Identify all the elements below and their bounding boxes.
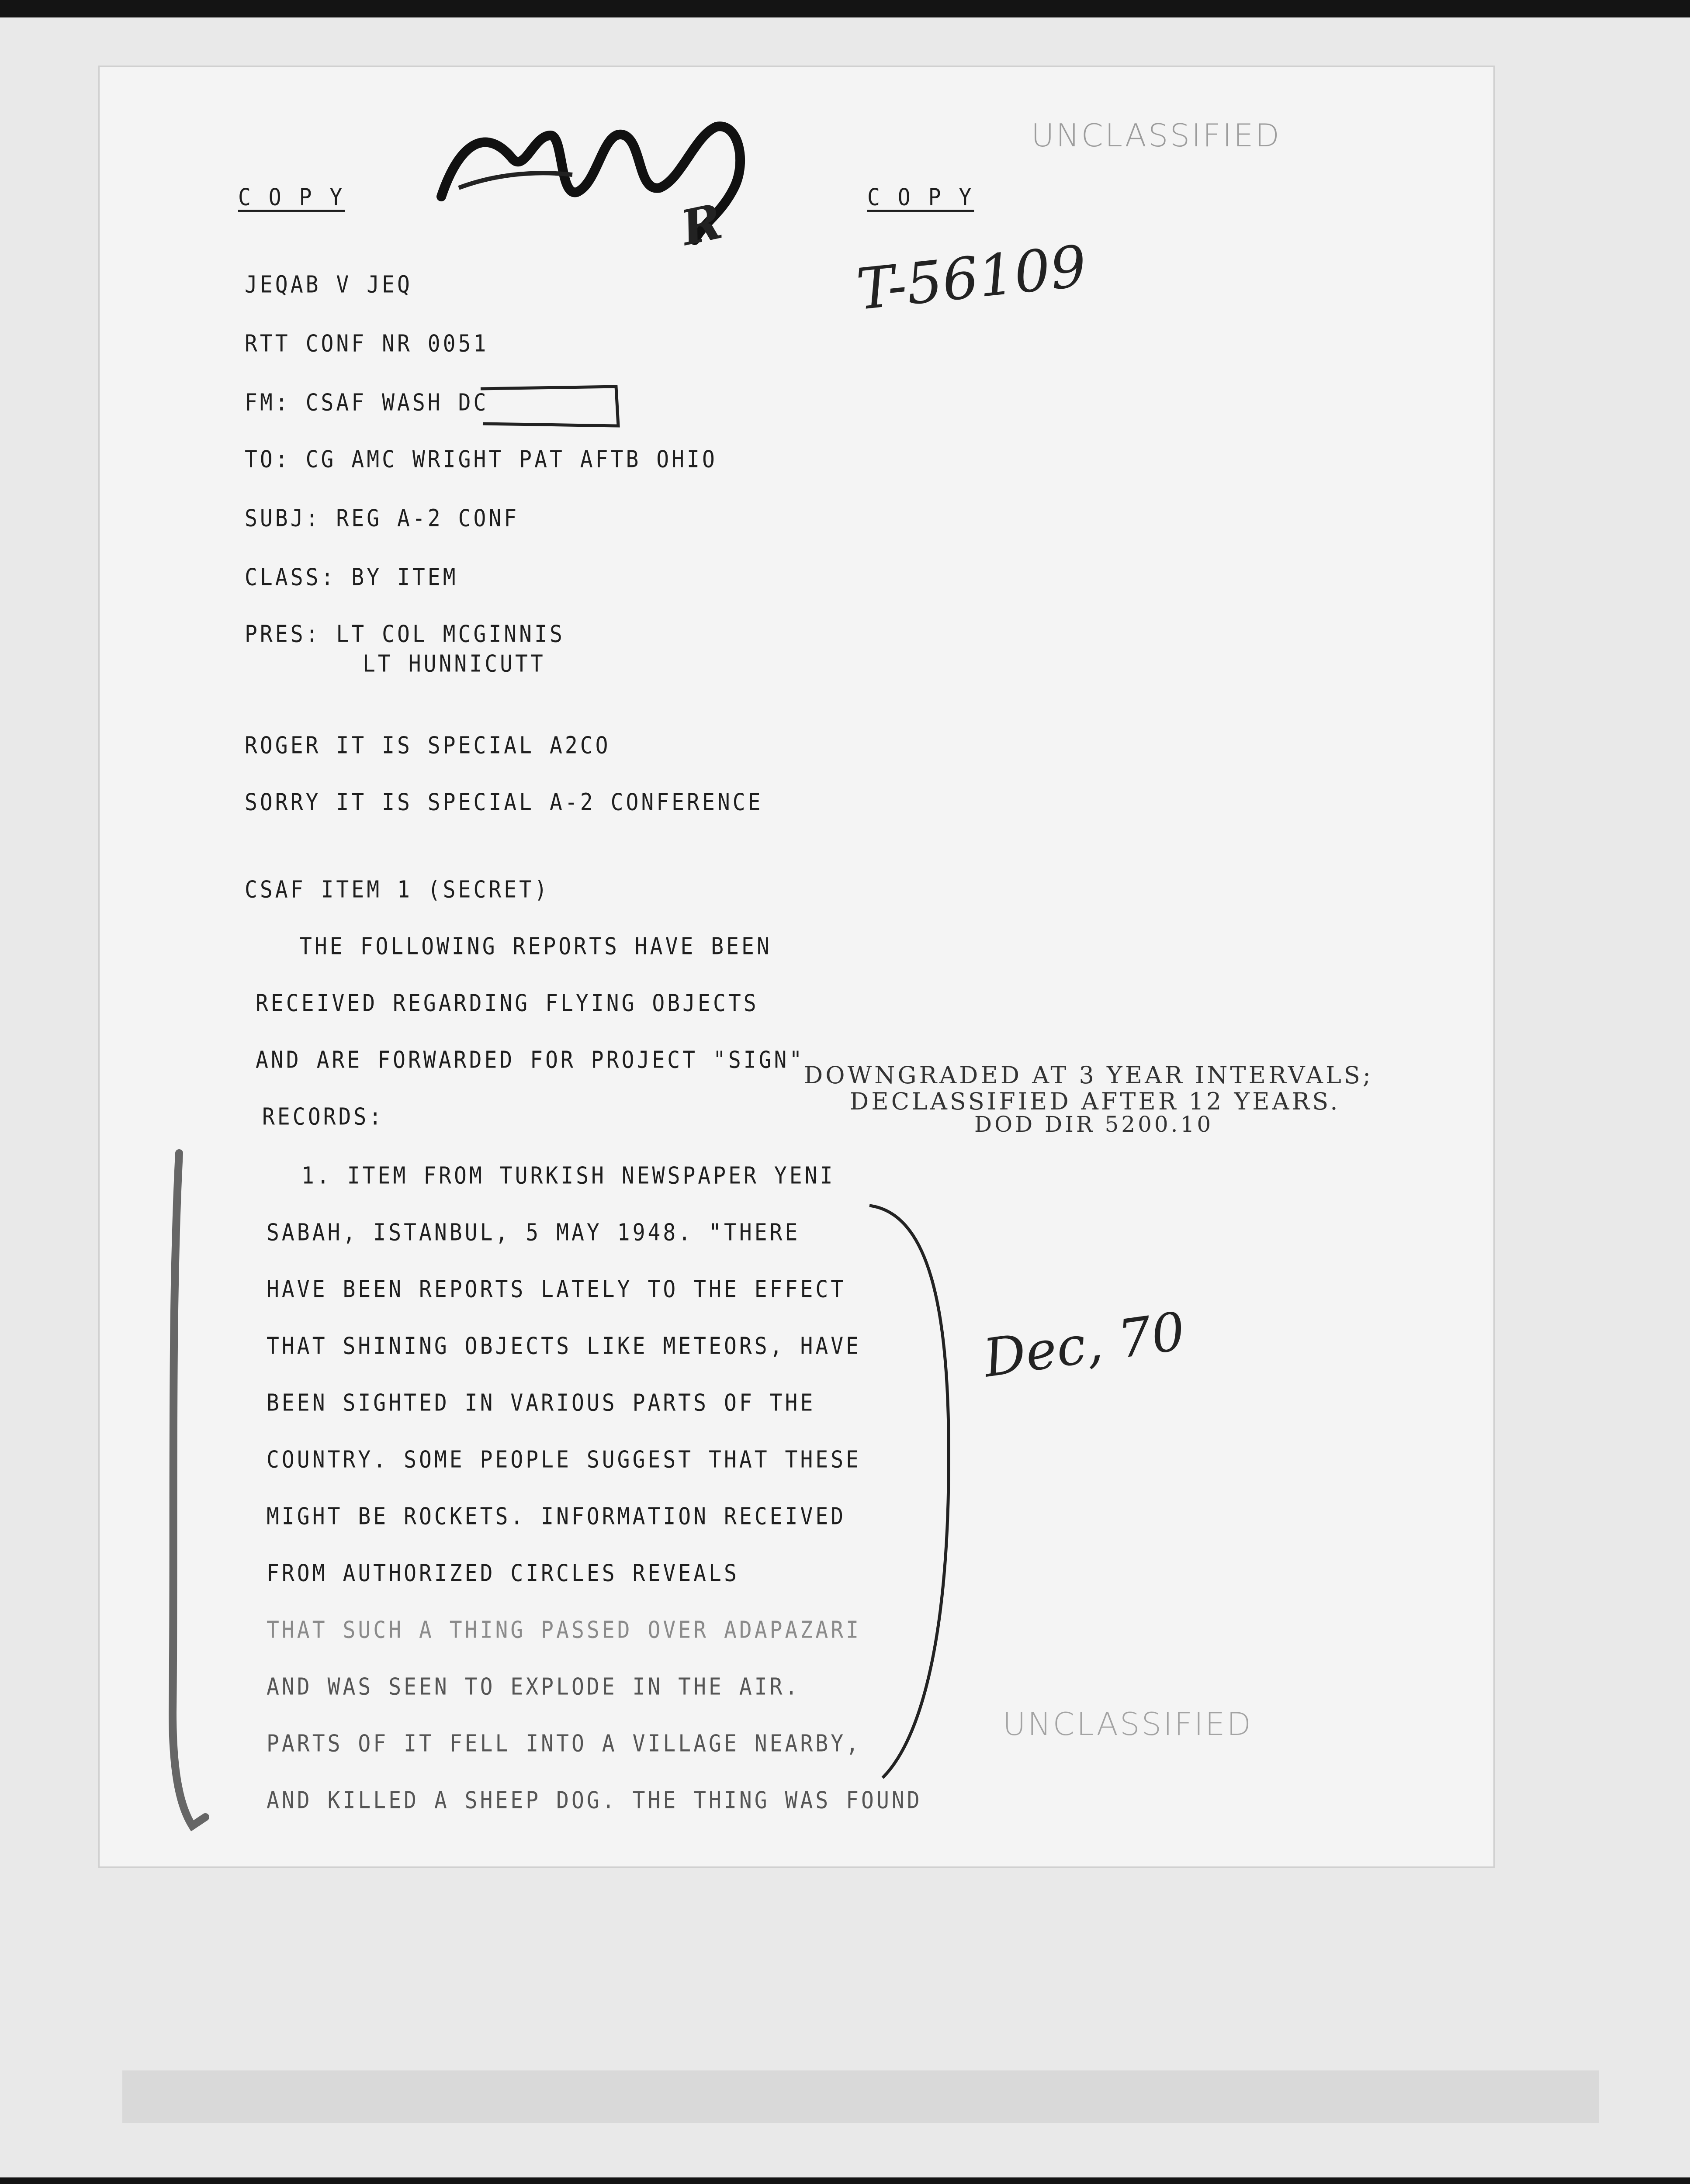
body-line: THAT SUCH A THING PASSED OVER ADAPAZARI: [267, 1616, 862, 1644]
from-line: FM: CSAF WASH DC: [245, 389, 489, 416]
subject-line: SUBJ: REG A-2 CONF: [245, 505, 519, 532]
roger-line: ROGER IT IS SPECIAL A2CO: [245, 732, 611, 759]
body-line: AND WAS SEEN TO EXPLODE IN THE AIR.: [267, 1673, 800, 1700]
signature-scribble: [433, 109, 817, 253]
class-line: CLASS: BY ITEM: [245, 563, 458, 591]
present-line-1: PRES: LT COL MCGINNIS: [245, 620, 565, 648]
conference-number: RTT CONF NR 0051: [245, 330, 489, 357]
sorry-line: SORRY IT IS SPECIAL A-2 CONFERENCE: [245, 788, 763, 816]
margin-note: Dec, 70: [980, 1301, 1189, 1389]
to-line: TO: CG AMC WRIGHT PAT AFTB OHIO: [245, 446, 717, 473]
body-line: BEEN SIGHTED IN VARIOUS PARTS OF THE: [267, 1389, 816, 1417]
film-border-bottom: [0, 2177, 1690, 2184]
body-line: MIGHT BE ROCKETS. INFORMATION RECEIVED: [267, 1503, 846, 1530]
body-line: RECORDS:: [262, 1103, 384, 1130]
downgrade-stamp-line2: DECLASSIFIED AFTER 12 YEARS.: [850, 1088, 1340, 1115]
unclassified-stamp-top: UNCLASSIFIED: [1031, 117, 1281, 154]
film-border-top: [0, 0, 1690, 17]
body-line: RECEIVED REGARDING FLYING OBJECTS: [256, 989, 759, 1017]
handwritten-document-number: T-56109: [853, 232, 1090, 323]
unclassified-stamp-bottom: UNCLASSIFIED: [1003, 1706, 1253, 1742]
body-line: PARTS OF IT FELL INTO A VILLAGE NEARBY,: [267, 1730, 862, 1757]
copy-label-right: C O P Y: [867, 183, 974, 211]
routing-line: JEQAB V JEQ: [245, 271, 412, 298]
redaction-box: [481, 384, 620, 428]
body-line: AND KILLED A SHEEP DOG. THE THING WAS FOUND: [267, 1787, 922, 1814]
body-line: SABAH, ISTANBUL, 5 MAY 1948. "THERE: [267, 1219, 800, 1246]
handwritten-initials: R: [676, 193, 727, 257]
item-heading: CSAF ITEM 1 (SECRET): [245, 876, 550, 903]
body-line: 1. ITEM FROM TURKISH NEWSPAPER YENI: [301, 1162, 835, 1189]
body-line: HAVE BEEN REPORTS LATELY TO THE EFFECT: [267, 1275, 846, 1303]
left-margin-line: [166, 1144, 218, 1843]
margin-bracket: [865, 1197, 961, 1791]
body-line: COUNTRY. SOME PEOPLE SUGGEST THAT THESE: [267, 1446, 862, 1473]
body-line: AND ARE FORWARDED FOR PROJECT "SIGN": [256, 1046, 805, 1074]
scan-shadow: [122, 2070, 1599, 2123]
downgrade-stamp-line3: DOD DIR 5200.10: [974, 1112, 1214, 1137]
body-line: THE FOLLOWING REPORTS HAVE BEEN: [299, 933, 772, 960]
downgrade-stamp-line1: DOWNGRADED AT 3 YEAR INTERVALS;: [804, 1061, 1374, 1089]
body-line: FROM AUTHORIZED CIRCLES REVEALS: [267, 1559, 739, 1587]
present-line-2: LT HUNNICUTT: [363, 650, 546, 677]
copy-label-left: C O P Y: [238, 183, 345, 211]
body-line: THAT SHINING OBJECTS LIKE METEORS, HAVE: [267, 1332, 862, 1360]
